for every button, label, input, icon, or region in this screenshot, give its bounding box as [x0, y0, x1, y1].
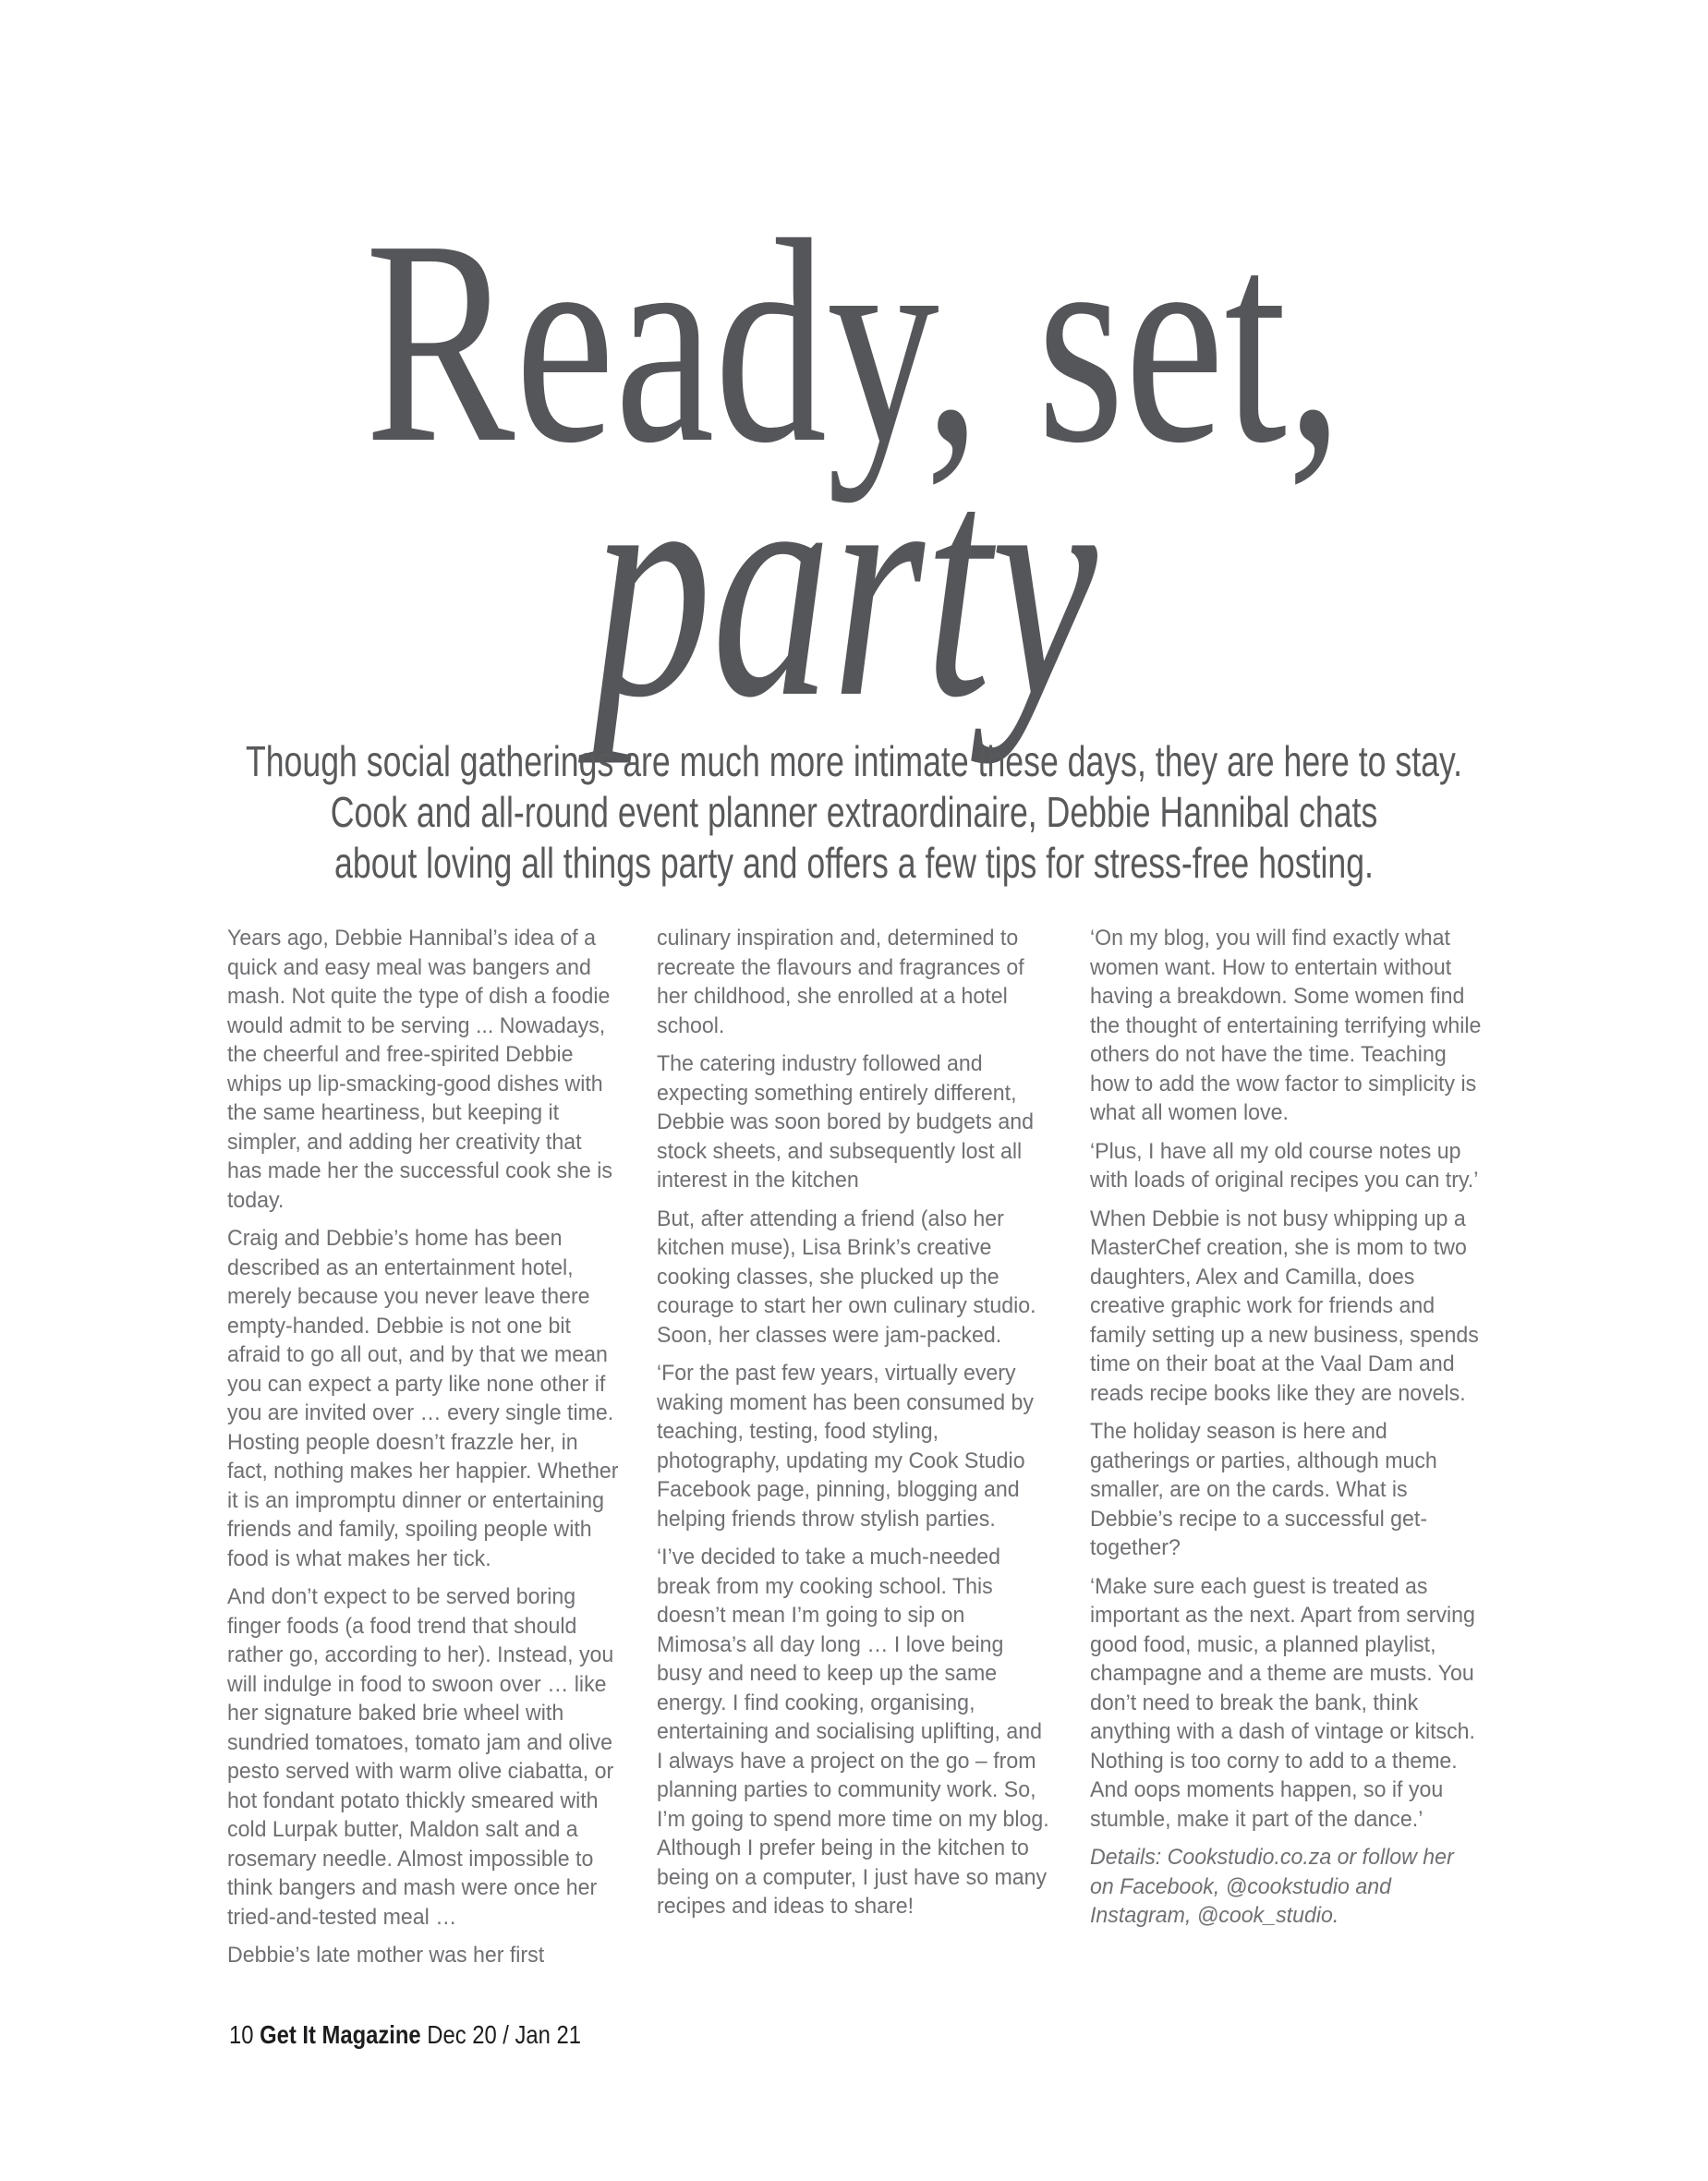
body-paragraph: The catering industry followed and expecting something entirely different, Debbie was soon bored by budgets and stock sheets, and subsequently lost all interest in the kitchen — [657, 1051, 1035, 1193]
body-paragraph: When Debbie is not busy whipping up a MasterChef creation, she is mom to two daughters, Alex and Camilla, does creative graphic work for friends and family setting up a new business, spends time on their boat at the Vaal Dam and reads recipe books like they are novels. — [1090, 1206, 1479, 1406]
body-paragraph: But, after attending a friend (also her kitchen muse), Lisa Brink’s creative cooking classes, she plucked up the courage to start her own culinary studio. Soon, her classes were jam-packed. — [657, 1206, 1036, 1348]
body-paragraph: ‘On my blog, you will find exactly what women want. How to entertain without having a breakdown. Some women find the thought of entertaining terrifying while others do not have the time. Teaching how to add the wow factor to simplicity is what all women love. — [1090, 926, 1482, 1125]
body-paragraph: ‘Make sure each guest is treated as important as the next. Apart from serving good food, music, a planned playlist, champagne and a theme are musts. You don’t need to break the bank, think anything with a dash of vintage or kitsch. Nothing is too corny to add to a theme. And oops moments happen, so if you stumble, make it part of the dance.’ — [1090, 1573, 1475, 1832]
standfirst-line-1: Though social gatherings are much more intimate these days, they are here to stay. — [245, 737, 1463, 785]
page-footer — [229, 2019, 581, 2051]
body-column-3 — [1090, 924, 1483, 1940]
standfirst — [0, 736, 1708, 889]
body-paragraph: culinary inspiration and, determined to recreate the flavours and fragrances of her childhood, she enrolled at a hotel school. — [657, 926, 1024, 1038]
body-column-2 — [657, 924, 1049, 1931]
body-paragraph: The holiday season is here and gatherings or parties, although much smaller, are on the cards. What is Debbie’s recipe to a successful get-together? — [1090, 1419, 1437, 1560]
headline-line-1: Ready, set, — [365, 180, 1343, 503]
standfirst-line-2: Cook and all-round event planner extraordinaire, Debbie Hannibal chats — [330, 788, 1378, 836]
body-paragraph: Debbie’s late mother was her first — [227, 1943, 545, 1968]
issue-date: Dec 20 / Jan 21 — [427, 2020, 581, 2049]
body-paragraph: ‘For the past few years, virtually every waking moment has been consumed by teaching, testing, food styling, photography, updating my Cook Studio Facebook page, pinning, blogging and helping friends throw stylish parties. — [657, 1361, 1034, 1532]
body-paragraph: Details: Cookstudio.co.za or follow her on Facebook, @cookstudio and Instagram, @cook_studio. — [1090, 1845, 1454, 1928]
body-paragraph: Craig and Debbie’s home has been described as an entertainment hotel, merely because you never leave there empty-handed. Debbie is not one bit afraid to go all out, and by that we mean you can expect a party like none other if you are invited over … every single time. Hosting people doesn’t frazzle her, in fact, nothing makes her happier. Whether it is an impromptu dinner or entertaining friends and family, spoiling people with food is what makes her tick. — [227, 1226, 619, 1571]
body-paragraph: And don’t expect to be served boring finger foods (a food trend that should rather go, according to her). Instead, you will indulge in food to swoon over … like her signature baked brie wheel with sundried tomatoes, tomato jam and olive pesto served with warm olive ciabatta, or hot fondant potato thickly smeared with cold Lurpak butter, Maldon salt and a rosemary needle. Almost impossible to think bangers and mash were once her tried-and-tested meal … — [227, 1584, 614, 1930]
headline-line-2: party — [592, 406, 1097, 764]
magazine-name: Get It Magazine — [260, 2020, 421, 2049]
body-paragraph: ‘I’ve decided to take a much-needed break from my cooking school. This doesn’t mean I’m going to sip on Mimosa’s all day long … I love being busy and need to keep up the same energy. I find cooking, organising, entertaining and socialising uplifting, and I always have a project on the go – from planning parties to community work. So, I’m going to spend more time on my blog. Although I prefer being in the kitchen to being on a computer, I just have so many recipes and ideas to share! — [657, 1545, 1049, 1919]
body-column-1 — [227, 924, 620, 1980]
standfirst-line-3: about loving all things party and offers a few tips for stress-free hosting. — [334, 839, 1374, 887]
page-number: 10 — [229, 2020, 254, 2049]
body-paragraph: ‘Plus, I have all my old course notes up with loads of original recipes you can try.’ — [1090, 1138, 1479, 1193]
body-paragraph: Years ago, Debbie Hannibal’s idea of a quick and easy meal was bangers and mash. Not quite the type of dish a foodie would admit to be serving ... Nowadays, the cheerful and free-spirited Debbie whips up lip-smacking-good dishes with the same heartiness, but keeping it simpler, and adding her creativity that has made her the successful cook she is today. — [227, 926, 612, 1213]
